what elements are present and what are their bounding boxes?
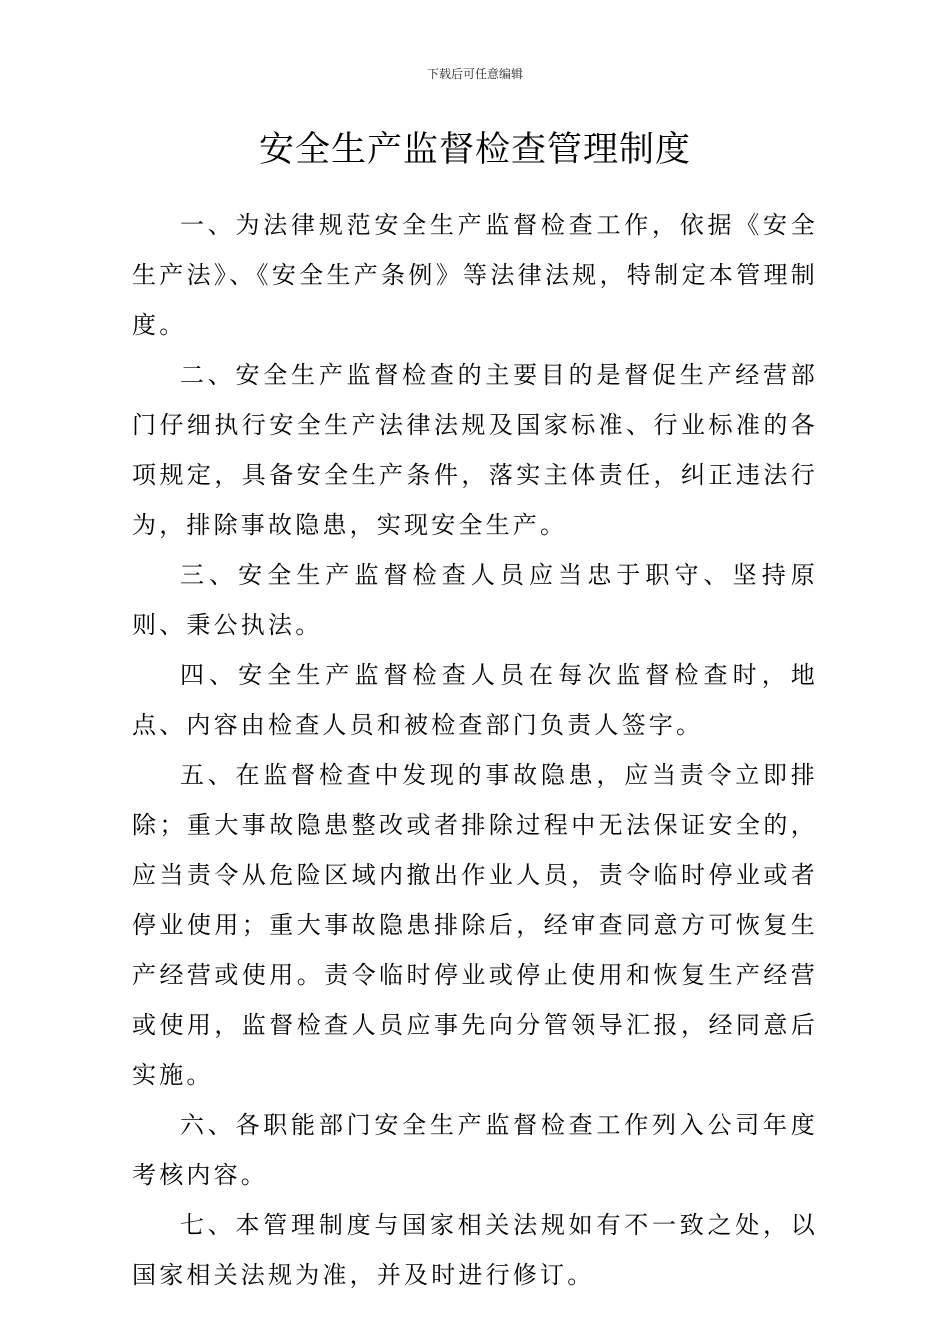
document-title: 安全生产监督检查管理制度 (258, 130, 691, 170)
document-body (132, 200, 818, 1300)
paragraph-7: 七、本管理制度与国家相关法规如有不一致之处，以国家相关法规为准，并及时进行修订。 (132, 1211, 818, 1289)
header-note: 下载后可任意编辑 (426, 67, 523, 81)
paragraph-4: 四、安全生产监督检查人员在每次监督检查时，地点、内容由检查人员和被检查部门负责人签字。 (132, 661, 818, 739)
paragraph-5: 五、在监督检查中发现的事故隐患，应当责令立即排除；重大事故隐患整改或者排除过程中无法保证安全的，应当责令从危险区域内撤出作业人员，责令临时停业或者停业使用；重大事故隐患排除后，经审查同意方可恢复生产经营或使用。责令临时停业或停止使用和恢复生产经营或使用，监督检查人员应事先向分管领导汇报，经同意后实施。 (132, 761, 818, 1089)
paragraph-2: 二、安全生产监督检查的主要目的是督促生产经营部门仔细执行安全生产法律法规及国家标准、行业标准的各项规定，具备安全生产条件，落实主体责任，纠正违法行为，排除事故隐患，实现安全生产。 (132, 361, 818, 539)
paragraph-6: 六、各职能部门安全生产监督检查工作列入公司年度考核内容。 (132, 1111, 818, 1189)
paragraph-3: 三、安全生产监督检查人员应当忠于职守、坚持原则、秉公执法。 (132, 561, 818, 639)
paragraph-1: 一、为法律规范安全生产监督检查工作，依据《安全生产法》、《安全生产条例》等法律法规，特制定本管理制度。 (132, 211, 818, 339)
